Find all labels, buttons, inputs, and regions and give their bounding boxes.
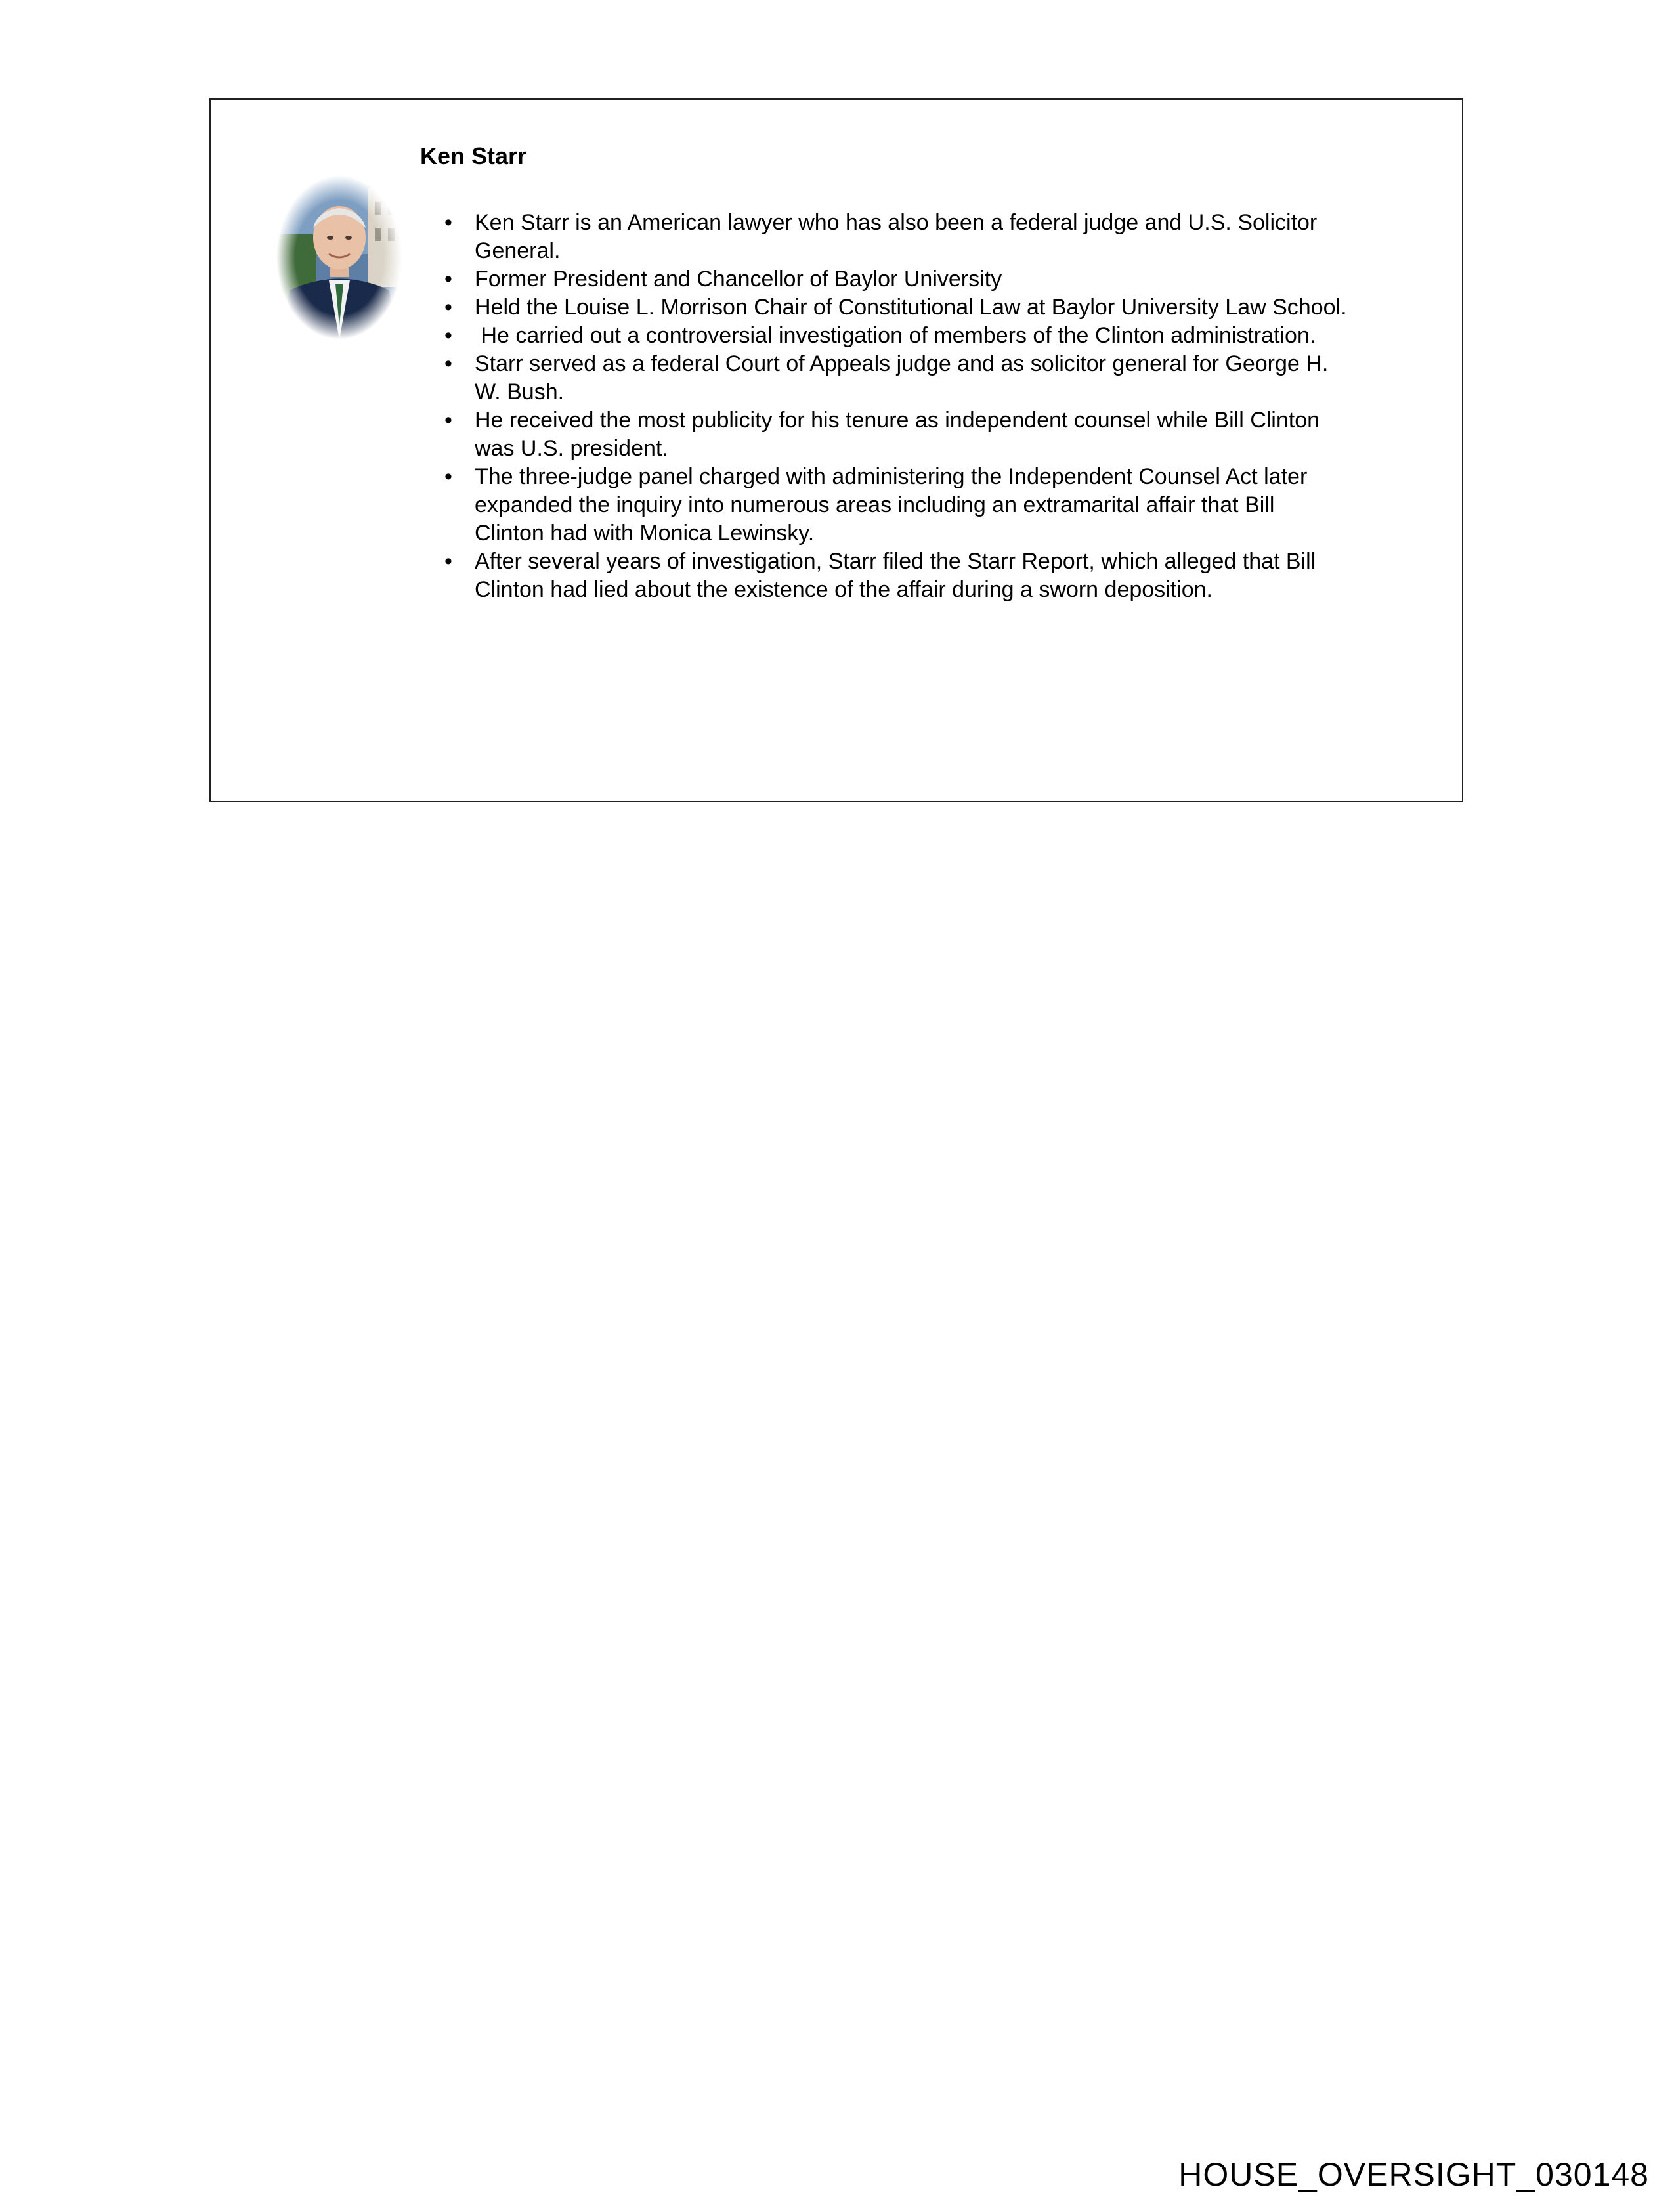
list-item: [444, 463, 1348, 548]
list-item: [444, 293, 1348, 322]
bullet-text: Former President and Chancellor of Baylor University: [475, 267, 1002, 292]
bullet-text: Ken Starr is an American lawyer who has also been a federal judge and U.S. Solicitor General.: [475, 210, 1318, 263]
list-item: [444, 322, 1348, 350]
bullet-text: Held the Louise L. Morrison Chair of Constitutional Law at Baylor University Law School.: [475, 295, 1347, 320]
list-item: [444, 265, 1348, 293]
bates-number: HOUSE_OVERSIGHT_030148: [1178, 2156, 1649, 2193]
person-portrait-icon: [276, 175, 402, 339]
list-item: [444, 350, 1348, 406]
bullet-glyph: •: [444, 351, 452, 376]
bullet-glyph: •: [444, 408, 452, 433]
slide-title: Ken Starr: [420, 142, 527, 169]
bullet-text: He carried out a controversial investigation of members of the Clinton administration.: [475, 323, 1316, 348]
list-item: [444, 406, 1348, 463]
bullet-text: The three-judge panel charged with administering the Independent Counsel Act later expanded the inquiry into numerous areas including an extramarital affair that Bill Clinton had with Monica Lewinsky.: [475, 464, 1308, 546]
bullet-glyph: •: [444, 267, 452, 292]
bullet-glyph: •: [444, 549, 452, 574]
bullet-list: [444, 209, 1348, 604]
bullet-glyph: •: [444, 210, 452, 235]
bullet-glyph: •: [444, 323, 452, 348]
bullet-glyph: •: [444, 464, 452, 489]
bullet-text: He received the most publicity for his tenure as independent counsel while Bill Clinton was U.S. president.: [475, 408, 1320, 461]
list-item: [444, 209, 1348, 265]
bullet-glyph: •: [444, 295, 452, 320]
bullet-text: Starr served as a federal Court of Appeals judge and as solicitor general for George H. W. Bush.: [475, 351, 1329, 404]
list-item: [444, 548, 1348, 604]
slide-frame: [209, 98, 1463, 802]
bullet-text: After several years of investigation, Starr filed the Starr Report, which alleged that Bill Clinton had lied about the existence of the affair during a sworn deposition.: [475, 549, 1316, 602]
